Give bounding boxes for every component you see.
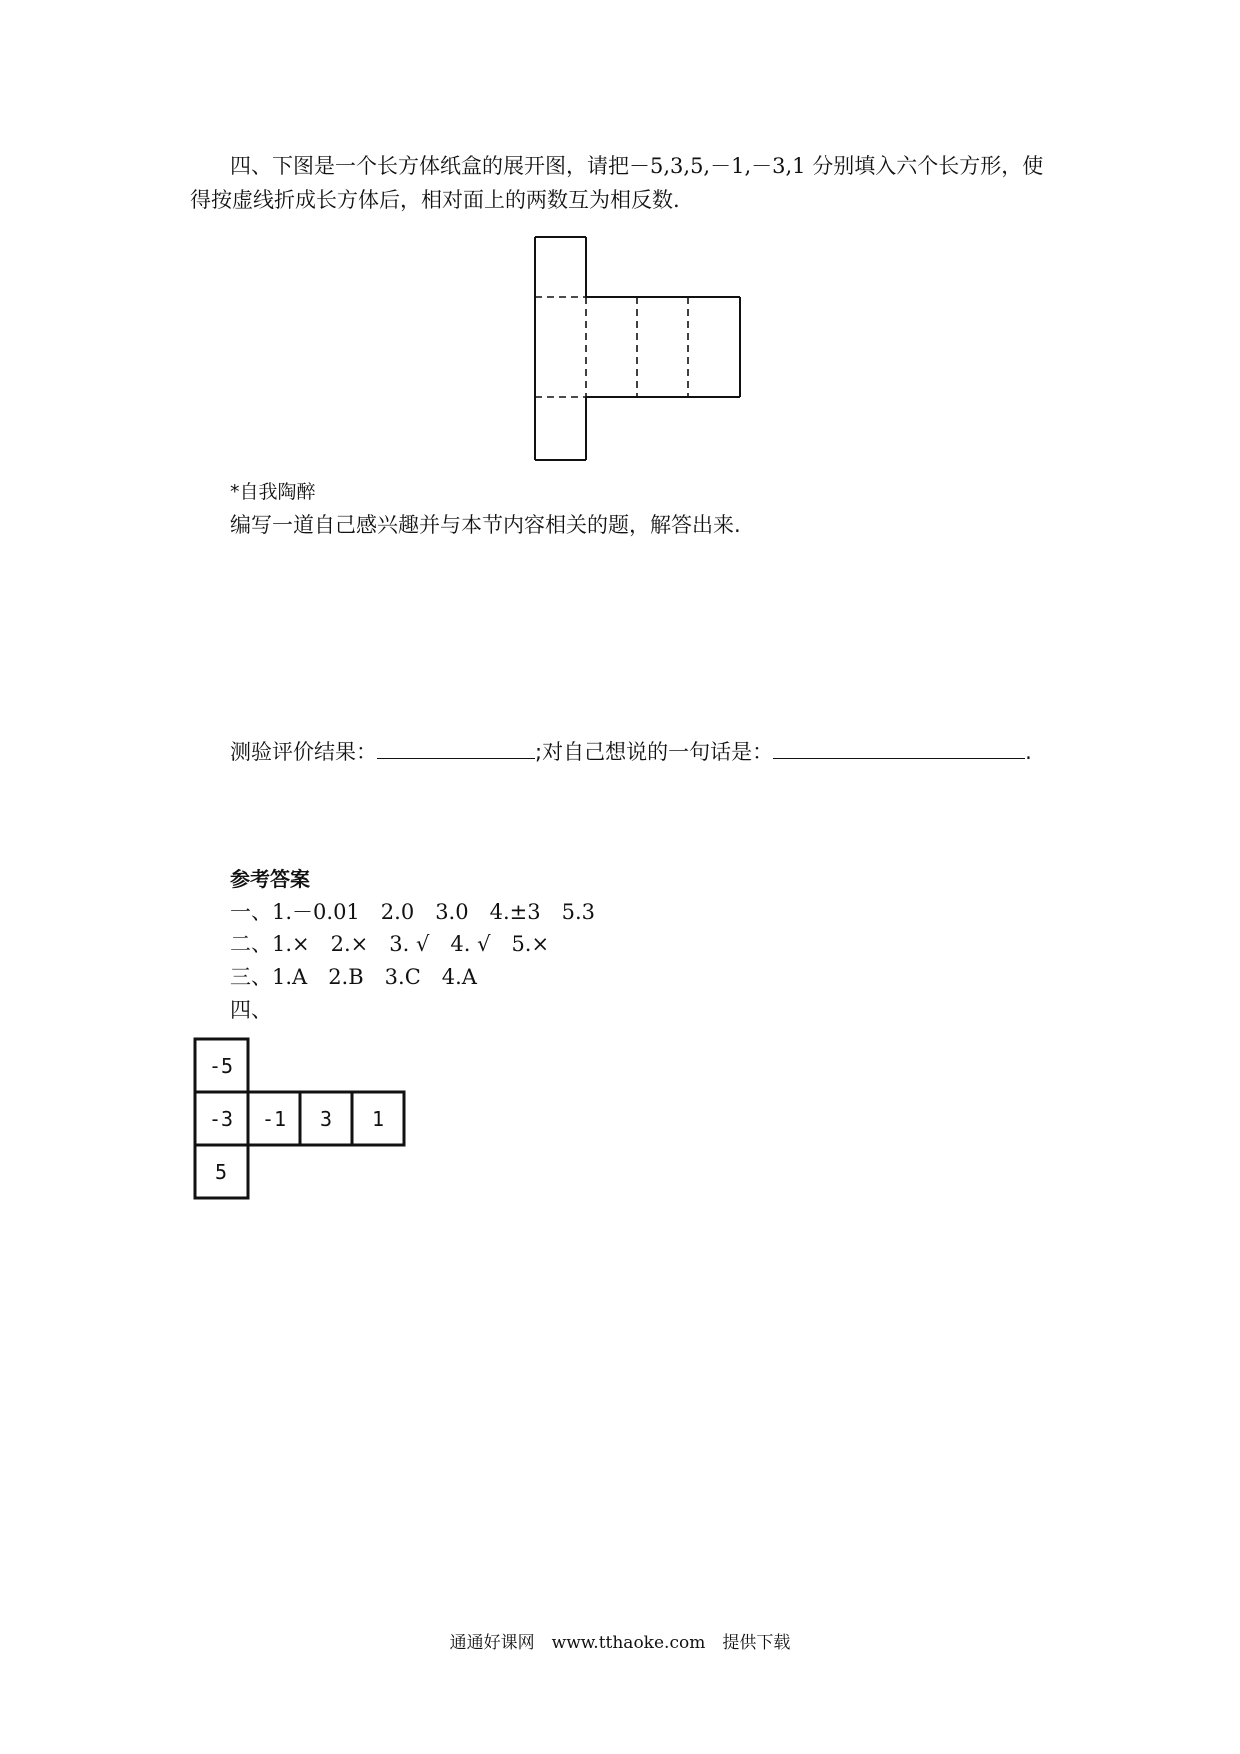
self-message-blank[interactable]: [773, 736, 1025, 759]
answers-line-3: 三、1.A 2.B 3.C 4.A: [230, 965, 477, 989]
footer-text: 通通好课网 www.tthaoke.com 提供下载: [449, 1633, 791, 1653]
answer-cell-top: -5: [208, 1054, 234, 1078]
answer-cell-bottom: 5: [214, 1160, 228, 1184]
answer-cell-row-4: 1: [371, 1107, 385, 1131]
answer-cell-row-1: -3: [208, 1107, 234, 1131]
problem-4-line-2: 得按虚线折成长方体后，相对面上的两数互为相反数.: [190, 188, 680, 212]
evaluation-end: .: [1025, 740, 1032, 764]
answers-line-4: 四、: [230, 998, 272, 1022]
answer-cell-row-3: 3: [319, 1107, 333, 1131]
answer-cell-row-2: -1: [261, 1107, 287, 1131]
problem-4-line-1: 四、下图是一个长方体纸盒的展开图，请把－5,3,5,－1,－3,1 分别填入六个长方形，使: [230, 154, 1044, 178]
self-section-title: *自我陶醉: [230, 481, 316, 503]
answer-net-diagram: [190, 1035, 420, 1215]
evaluation-label-2: ;对自己想说的一句话是：: [535, 740, 774, 764]
answers-line-2: 二、1.× 2.× 3. √ 4. √ 5.×: [230, 932, 550, 956]
answers-line-1: 一、1.－0.01 2.0 3.0 4.±3 5.3: [230, 900, 595, 924]
evaluation-line: [230, 736, 1032, 768]
answers-title: 参考答案: [230, 867, 310, 891]
evaluation-label-1: 测验评价结果：: [230, 740, 377, 764]
evaluation-result-blank[interactable]: [377, 736, 535, 759]
self-section-instruction: 编写一道自己感兴趣并与本节内容相关的题，解答出来.: [230, 513, 741, 537]
box-net-diagram: [520, 225, 760, 465]
